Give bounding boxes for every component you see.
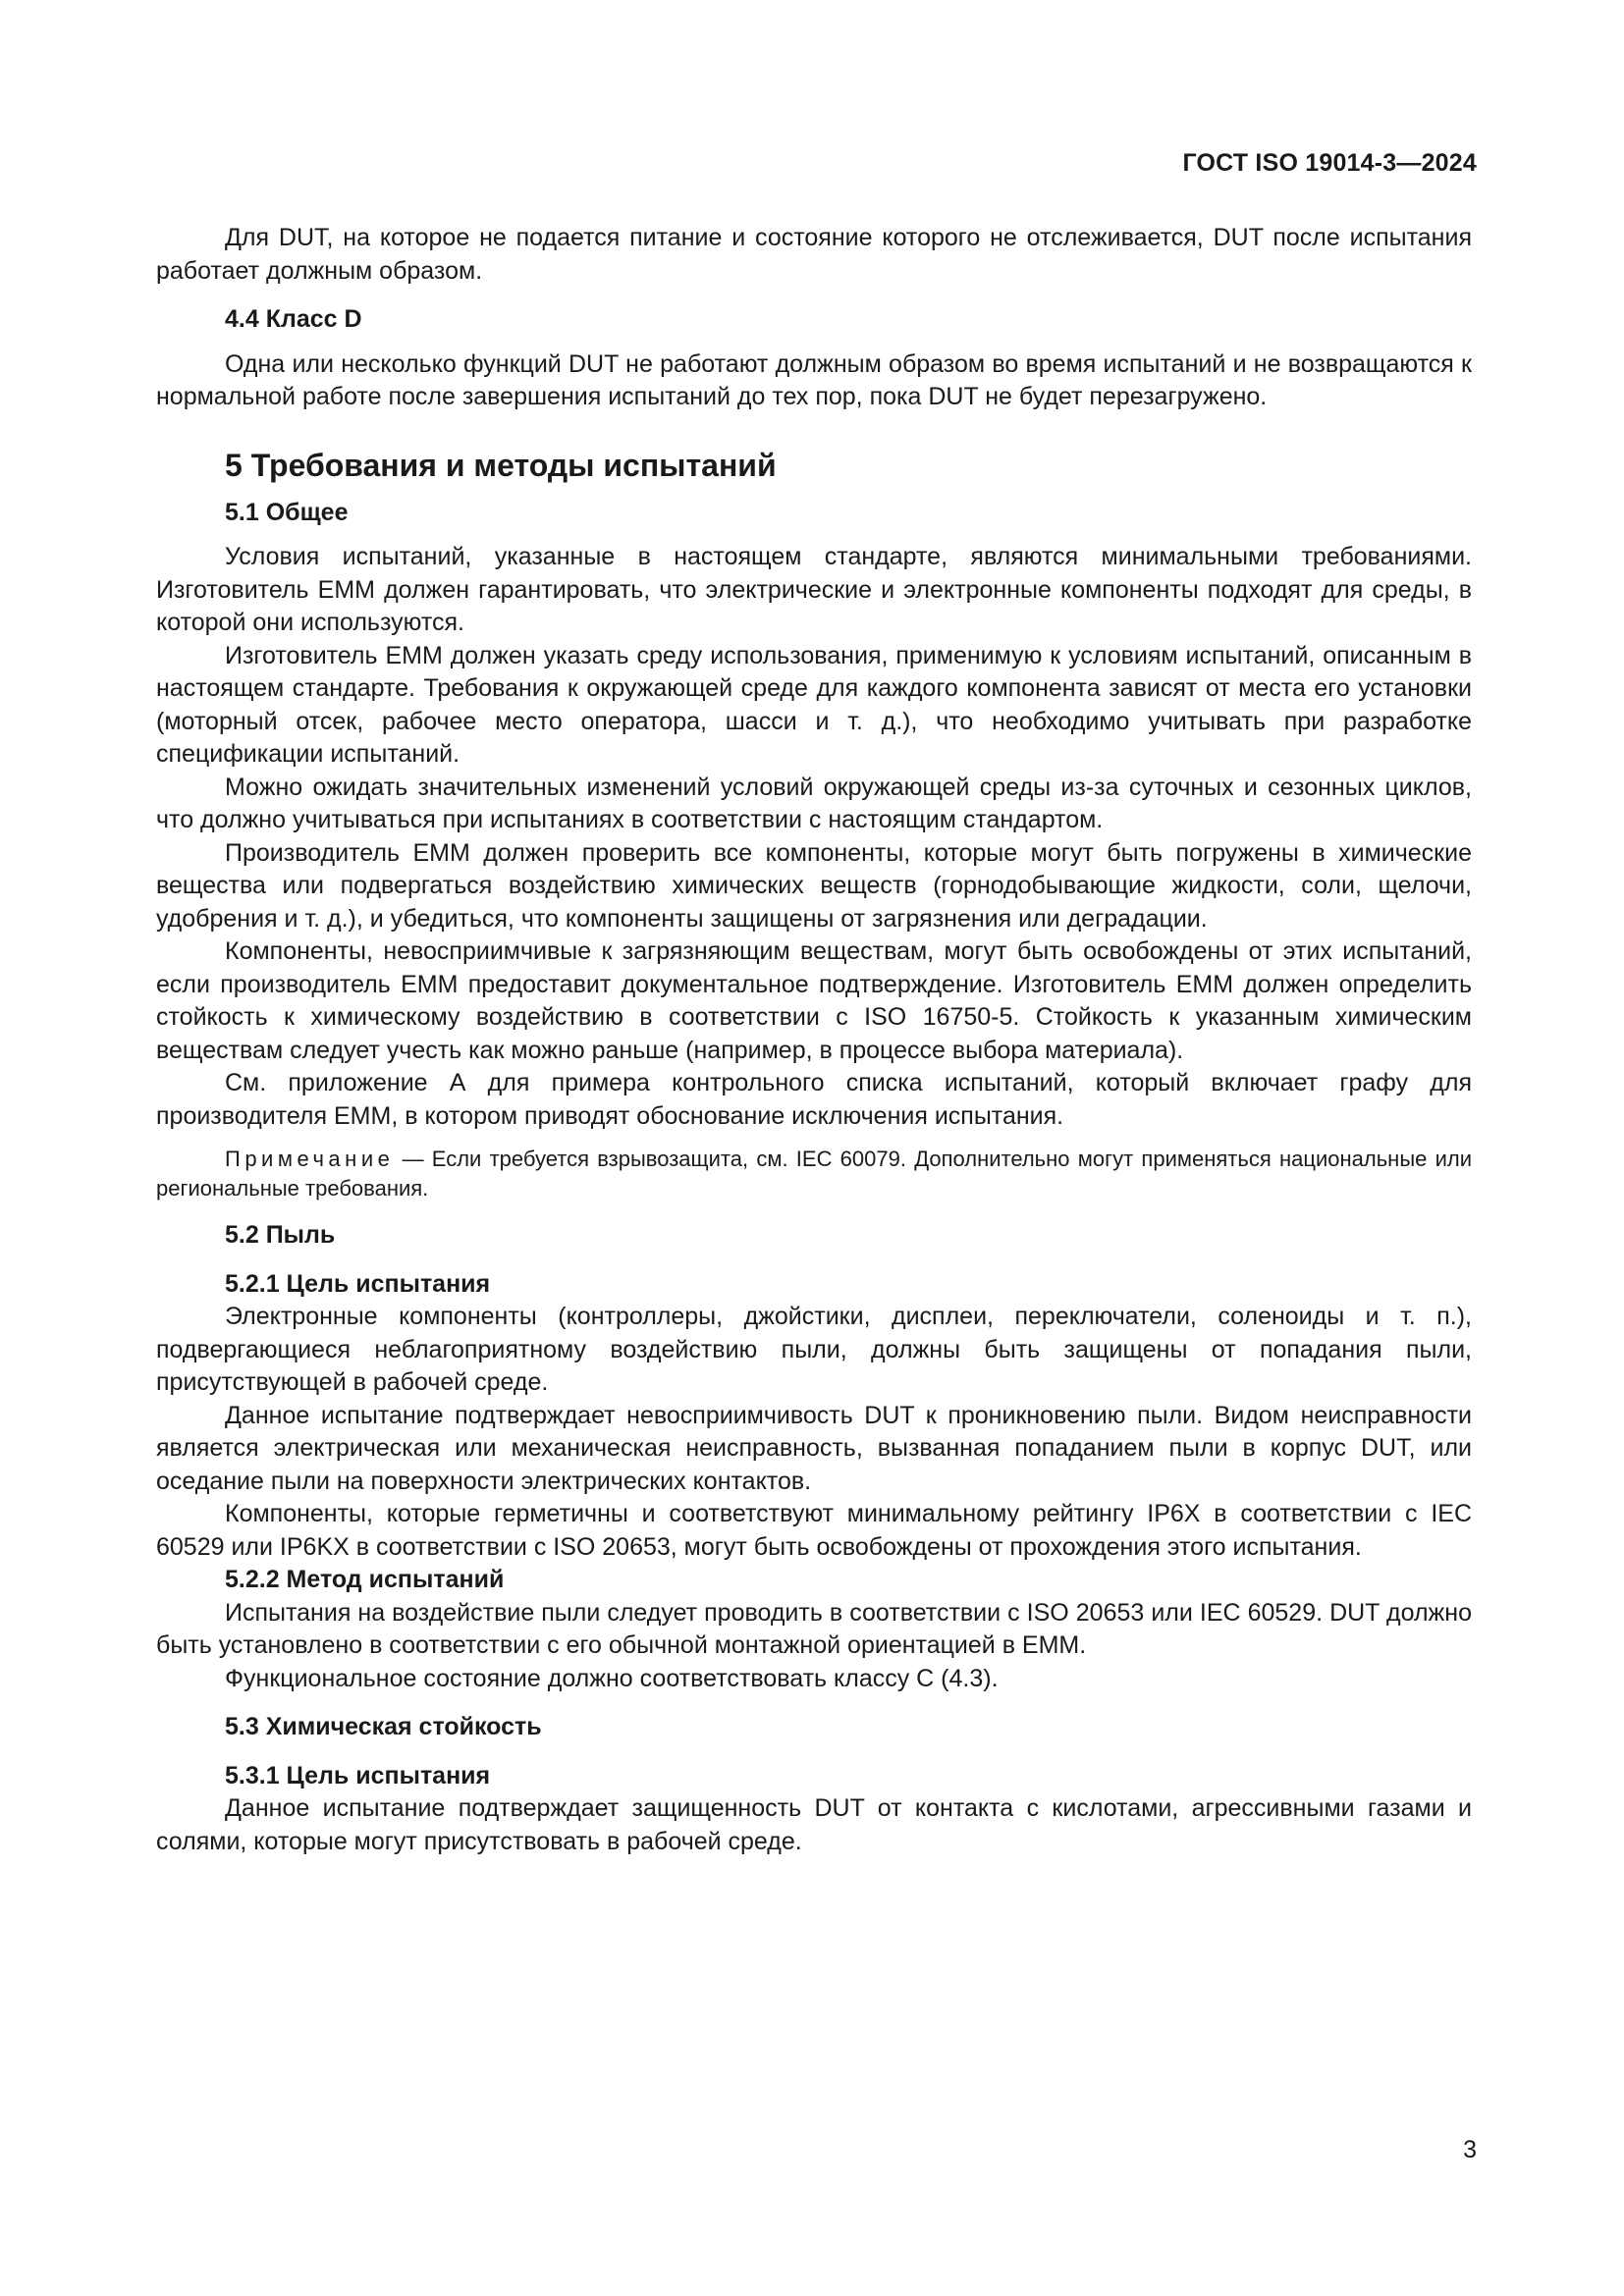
- document-body: [156, 222, 1472, 1858]
- paragraph: Производитель ЕММ должен проверить все компоненты, которые могут быть погружены в химические вещества или подвергаться воздействию химических веществ (горнодобывающие жидкости, соли, щелочи, удобрения и т. д.), и убедиться, что компоненты защищены от загрязнения или деградации.: [156, 838, 1472, 933]
- paragraph: Изготовитель ЕММ должен указать среду использования, применимую к условиям испытаний, описанным в настоящем стандарте. Требования к окружающей среде для каждого компонента зависят от места его установки (моторный отсек, рабочее место оператора, шасси и т. д.), что необходимо учитывать при разработке спецификации испытаний.: [156, 641, 1472, 768]
- paragraph: Электронные компоненты (контроллеры, джойстики, дисплеи, переключатели, соленоиды и т. п.), подвергающиеся неблагоприятному воздействию пыли, должны быть защищены от попадания пыли, присутствующей в рабочей среде.: [156, 1303, 1472, 1396]
- paragraph: Одна или несколько функций DUT не работают должным образом во время испытаний и не возвращаются к нормальной работе после завершения испытаний до тех пор, пока DUT не будет перезагружено.: [156, 349, 1472, 410]
- page-number: 3: [1463, 2136, 1477, 2163]
- section-heading-5-3-1: 5.3.1 Цель испытания: [225, 1761, 491, 1789]
- section-heading-5-2-2: 5.2.2 Метод испытаний: [225, 1566, 505, 1593]
- paragraph: Компоненты, которые герметичны и соответствуют минимальному рейтингу IP6X в соответствии с IEC 60529 или IP6KX в соответствии с ISO 20653, могут быть освобождены от прохождения этого испытания.: [156, 1500, 1472, 1561]
- paragraph: Испытания на воздействие пыли следует проводить в соответствии с ISO 20653 или IEC 60529. DUT должно быть установлено в соответствии с его обычной монтажной ориентацией в ЕММ.: [156, 1598, 1472, 1659]
- section-heading-4-4: 4.4 Класс D: [225, 305, 362, 333]
- paragraph: Условия испытаний, указанные в настоящем стандарте, являются минимальными требованиями. Изготовитель ЕММ должен гарантировать, что электрические и электронные компоненты подходят для среды, в которой они используются.: [156, 543, 1472, 636]
- paragraph: Можно ожидать значительных изменений условий окружающей среды из-за суточных и сезонных циклов, что должно учитываться при испытаниях в соответствии с настоящим стандартом.: [156, 773, 1472, 833]
- section-heading-5-1: 5.1 Общее: [225, 498, 349, 526]
- paragraph: Компоненты, невосприимчивые к загрязняющим веществам, могут быть освобождены от этих испытаний, если производитель ЕММ предоставит документальное подтверждение. Изготовитель ЕММ должен определить стойкость к химическому воздействию в соответствии с ISO 16750-5. Стойкость к указанным химическим веществам следует учесть как можно раньше (например, в процессе выбора материала).: [156, 937, 1472, 1064]
- paragraph: Для DUT, на которое не подается питание и состояние которого не отслеживается, DUT после испытания работает должным образом.: [156, 224, 1472, 285]
- note-label: Примечание: [225, 1147, 395, 1171]
- paragraph: Данное испытание подтверждает невосприимчивость DUT к проникновению пыли. Видом неисправности является электрическая или механическая неисправность, вызванная попаданием пыли в корпус DUT, или оседание пыли на поверхности электрических контактов.: [156, 1401, 1472, 1495]
- section-heading-5-2: 5.2 Пыль: [225, 1221, 336, 1249]
- paragraph: Данное испытание подтверждает защищенность DUT от контакта с кислотами, агрессивными газами и солями, которые могут присутствовать в рабочей среде.: [156, 1794, 1472, 1855]
- paragraph: Функциональное состояние должно соответствовать классу С (4.3).: [225, 1664, 999, 1692]
- section-heading-5-3: 5.3 Химическая стойкость: [225, 1713, 542, 1740]
- document-header: ГОСТ ISO 19014-3—2024: [1182, 149, 1477, 177]
- paragraph: См. приложение А для примера контрольного списка испытаний, который включает графу для производителя ЕММ, в котором приводят обоснование исключения испытания.: [156, 1069, 1472, 1130]
- section-heading-5: 5 Требования и методы испытаний: [225, 447, 777, 483]
- note-text: — Если требуется взрывозащита, см. IEC 60079. Дополнительно могут применяться национальные или региональные требования.: [156, 1147, 1472, 1201]
- section-heading-5-2-1: 5.2.1 Цель испытания: [225, 1269, 491, 1298]
- note: [156, 1145, 1472, 1203]
